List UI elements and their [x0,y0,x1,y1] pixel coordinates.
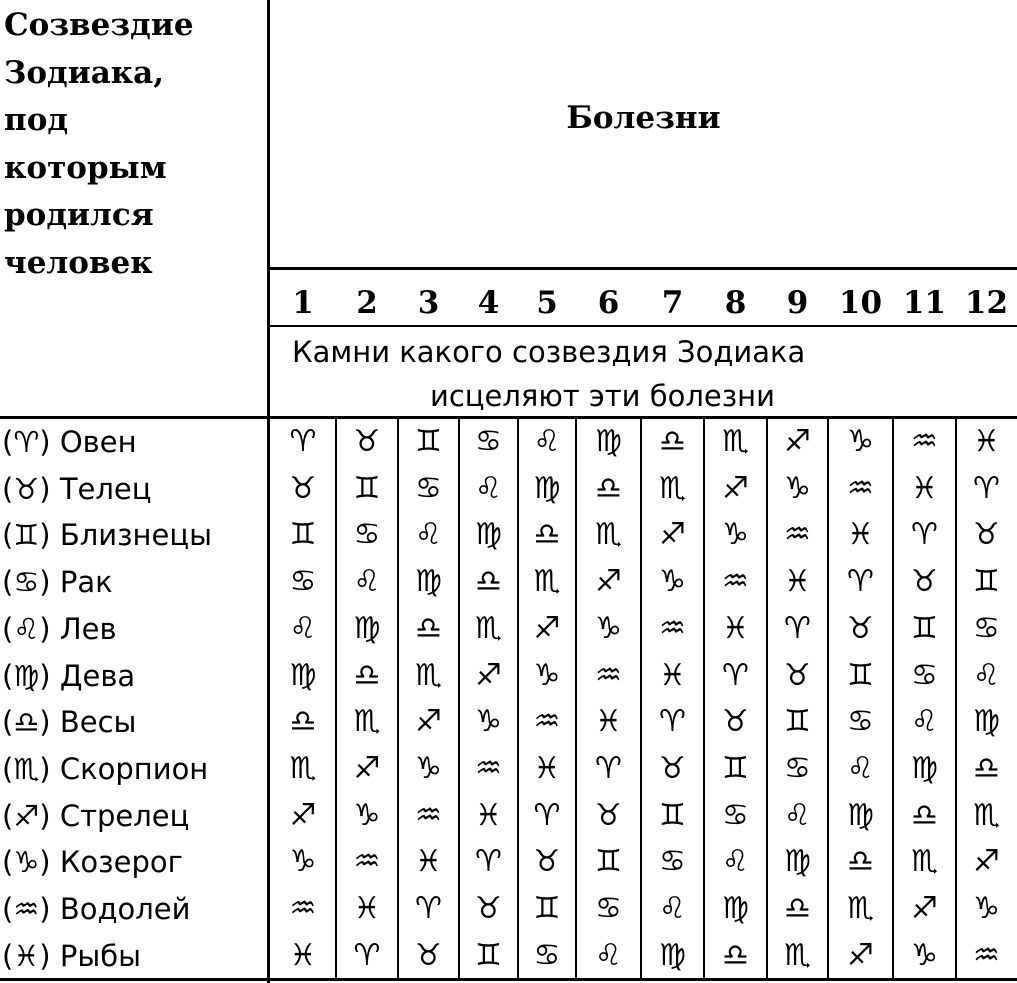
zodiac-symbol-cell: ♑ [847,424,874,459]
zodiac-symbol-cell: ♌ [973,657,1000,693]
zodiac-symbol-cell: ♊ [353,470,381,506]
zodiac-symbol-cell: ♋ [722,797,749,833]
disease-number: 7 [661,285,684,321]
zodiac-symbol-cell: ♈ [973,470,1000,506]
zodiac-symbol-cell: ♊ [784,704,811,740]
zodiac-symbol-cell: ♉ [533,844,561,880]
zodiac-symbol-cell: ♒ [847,470,874,506]
zodiac-symbol-cell: ♉ [784,657,811,693]
zodiac-symbol-cell: ♐ [533,610,561,646]
zodiac-symbol-cell: ♉ [595,797,622,833]
zodiac-symbol-cell: ♑ [353,797,381,833]
zodiac-symbol-cell: ♋ [911,657,938,693]
zodiac-symbol-cell: ♌ [659,891,686,926]
zodiac-symbol-cell: ♍ [353,610,381,646]
zodiac-row-label: (♊) Близнецы [2,518,212,553]
zodiac-row-label: (♓) Рыбы [2,938,142,973]
zodiac-symbol-cell: ♎ [353,657,381,693]
diseases-header: Болезни [566,100,721,136]
zodiac-symbol-cell: ♉ [973,517,1000,553]
zodiac-symbol-cell: ♌ [415,517,442,553]
divider-horizontal [0,416,1017,419]
zodiac-symbol-cell: ♊ [415,424,442,459]
zodiac-symbol-cell: ♌ [722,844,749,880]
zodiac-row-label: (♈) Овен [2,425,137,459]
zodiac-row-label: (♑) Козерог [2,845,183,880]
zodiac-row-label: (♋) Рак [2,565,113,600]
zodiac-symbol-cell: ♈ [659,704,686,740]
zodiac-symbol-cell: ♏ [533,564,561,600]
zodiac-symbol-cell: ♋ [847,704,874,740]
zodiac-symbol-cell: ♑ [973,891,1000,926]
disease-number: 6 [597,285,620,321]
zodiac-column-header [4,2,266,287]
zodiac-symbol-cell: ♈ [784,610,811,646]
zodiac-symbol-cell: ♏ [784,937,811,973]
zodiac-symbol-cell: ♏ [415,657,442,693]
zodiac-row-label: (♐) Стрелец [2,798,190,833]
zodiac-symbol-cell: ♑ [415,750,442,786]
zodiac-symbol-cell: ♒ [973,937,1000,973]
zodiac-symbol-cell: ♌ [595,937,622,973]
zodiac-symbol-cell: ♓ [722,610,749,646]
zodiac-symbol-cell: ♎ [784,891,811,926]
zodiac-symbol-cell: ♉ [911,564,938,600]
zodiac-symbol-cell: ♎ [533,517,561,553]
zodiac-symbol-cell: ♐ [595,564,622,600]
zodiac-symbol-cell: ♉ [722,704,749,740]
zodiac-symbol-cell: ♒ [659,610,686,646]
zodiac-symbol-cell: ♌ [533,424,561,459]
zodiac-symbol-cell: ♉ [659,750,686,786]
header-line: которым [4,149,167,186]
zodiac-symbol-cell: ♉ [415,937,442,973]
header-line: родился [4,197,154,233]
zodiac-symbol-cell: ♊ [911,610,938,646]
stones-caption-line1: Камни какого созвездия Зодиака [292,335,806,369]
zodiac-symbol-cell: ♍ [289,657,317,693]
zodiac-symbol-cell: ♌ [911,704,938,740]
zodiac-symbol-cell: ♉ [847,610,874,646]
divider-vertical [703,418,705,980]
zodiac-symbol-cell: ♋ [659,844,686,880]
zodiac-row-label: (♉) Телец [2,471,152,506]
zodiac-symbol-cell: ♊ [533,891,561,926]
zodiac-symbol-cell: ♐ [973,844,1000,880]
zodiac-symbol-cell: ♈ [595,750,622,786]
zodiac-symbol-cell: ♊ [595,844,622,880]
zodiac-symbol-cell: ♌ [353,564,381,600]
divider-vertical [397,418,399,980]
zodiac-symbol-cell: ♓ [475,797,502,833]
zodiac-symbol-cell: ♍ [722,891,749,926]
zodiac-row-label: (♌) Лев [2,611,117,646]
zodiac-symbol-cell: ♍ [659,937,686,973]
zodiac-symbol-cell: ♓ [911,470,938,506]
zodiac-symbol-cell: ♊ [659,797,686,833]
zodiac-symbol-cell: ♌ [475,470,502,506]
zodiac-symbol-cell: ♒ [784,517,811,553]
zodiac-symbol-cell: ♏ [475,610,502,646]
zodiac-symbol-cell: ♏ [973,797,1000,833]
zodiac-symbol-cell: ♓ [784,564,811,600]
zodiac-symbol-cell: ♓ [847,517,874,553]
disease-number: 12 [964,285,1009,321]
zodiac-symbol-cell: ♎ [847,844,874,880]
zodiac-symbol-cell: ♍ [973,704,1000,740]
divider-vertical [267,0,270,983]
zodiac-symbol-cell: ♐ [659,517,686,553]
disease-number: 4 [477,285,500,321]
zodiac-symbol-cell: ♋ [973,610,1000,646]
zodiac-symbol-cell: ♐ [289,797,317,833]
disease-number: 11 [902,285,947,321]
zodiac-symbol-cell: ♑ [595,610,622,646]
zodiac-symbol-cell: ♎ [475,564,502,600]
divider-vertical [766,418,768,980]
zodiac-symbol-cell: ♑ [533,657,561,693]
zodiac-symbol-cell: ♓ [415,844,442,880]
zodiac-symbol-cell: ♏ [659,470,686,506]
zodiac-symbol-cell: ♈ [911,517,938,553]
zodiac-symbol-cell: ♍ [911,750,938,786]
divider-vertical [827,418,829,980]
divider-horizontal [0,978,1017,981]
zodiac-symbol-cell: ♈ [847,564,874,600]
zodiac-symbol-cell: ♑ [911,937,938,973]
zodiac-symbol-cell: ♑ [659,564,686,600]
zodiac-symbol-cell: ♈ [533,797,561,833]
zodiac-symbol-cell: ♌ [784,797,811,833]
zodiac-symbol-cell: ♍ [595,424,622,459]
zodiac-symbol-cell: ♈ [289,424,317,459]
disease-number: 3 [417,285,440,321]
zodiac-symbol-cell: ♊ [475,937,502,973]
zodiac-symbol-cell: ♎ [659,424,686,459]
zodiac-symbol-cell: ♒ [533,704,561,740]
zodiac-symbol-cell: ♐ [911,891,938,926]
divider-vertical [458,418,460,980]
zodiac-symbol-cell: ♓ [353,891,381,926]
zodiac-symbol-cell: ♎ [973,750,1000,786]
zodiac-symbol-cell: ♊ [289,517,317,553]
zodiac-symbol-cell: ♈ [475,844,502,880]
zodiac-symbol-cell: ♑ [289,844,317,880]
zodiac-symbol-cell: ♉ [353,424,381,459]
zodiac-symbol-cell: ♎ [722,937,749,973]
zodiac-symbol-cell: ♓ [595,704,622,740]
disease-number: 2 [356,285,378,321]
zodiac-symbol-cell: ♋ [475,424,502,459]
header-line: Зодиака, [4,54,165,91]
zodiac-row-label: (♍) Дева [2,658,136,693]
disease-number: 8 [724,285,747,321]
header-line: под [4,102,69,138]
zodiac-symbol-cell: ♏ [595,517,622,553]
zodiac-symbol-cell: ♋ [289,564,317,600]
zodiac-symbol-cell: ♑ [784,470,811,506]
zodiac-symbol-cell: ♋ [353,517,381,553]
divider-vertical [892,418,894,980]
zodiac-symbol-cell: ♒ [595,657,622,693]
zodiac-symbol-cell: ♊ [973,564,1000,600]
divider-horizontal [268,267,1017,270]
header-line: человек [4,244,153,281]
divider-horizontal [268,325,1017,327]
zodiac-symbol-cell: ♉ [289,470,317,506]
zodiac-symbol-cell: ♑ [722,517,749,553]
zodiac-row-label: (♒) Водолей [2,892,191,926]
zodiac-symbol-cell: ♋ [595,891,622,926]
zodiac-symbol-cell: ♊ [847,657,874,693]
zodiac-symbol-cell: ♌ [289,610,317,646]
zodiac-symbol-cell: ♊ [722,750,749,786]
zodiac-symbol-cell: ♏ [847,891,874,926]
zodiac-symbol-cell: ♎ [911,797,938,833]
zodiac-symbol-cell: ♏ [911,844,938,880]
divider-vertical [335,418,337,980]
zodiac-symbol-cell: ♐ [415,704,442,740]
zodiac-symbol-cell: ♏ [353,704,381,740]
zodiac-symbol-cell: ♐ [475,657,502,693]
zodiac-symbol-cell: ♈ [353,937,381,973]
zodiac-symbol-cell: ♍ [847,797,874,833]
divider-vertical [955,418,957,980]
zodiac-symbol-cell: ♋ [415,470,442,506]
zodiac-symbol-cell: ♌ [847,750,874,786]
zodiac-symbol-cell: ♓ [659,657,686,693]
disease-number: 10 [838,285,883,321]
zodiac-symbol-cell: ♍ [784,844,811,880]
zodiac-symbol-cell: ♑ [475,704,502,740]
zodiac-symbol-cell: ♓ [533,750,561,786]
zodiac-symbol-cell: ♒ [722,564,749,600]
zodiac-symbol-cell: ♓ [289,937,317,973]
zodiac-symbol-cell: ♎ [415,610,442,646]
disease-number: 5 [536,285,558,321]
zodiac-symbol-cell: ♒ [475,750,502,786]
zodiac-row-label: (♎) Весы [2,705,137,740]
zodiac-symbol-cell: ♍ [415,564,442,600]
zodiac-symbol-cell: ♒ [911,424,938,459]
disease-number: 9 [786,285,809,321]
zodiac-symbol-cell: ♎ [595,470,622,506]
zodiac-symbol-cell: ♋ [533,937,561,973]
zodiac-symbol-cell: ♉ [475,891,502,926]
divider-vertical [575,418,577,980]
zodiac-symbol-cell: ♈ [415,891,442,926]
divider-vertical [517,418,519,980]
zodiac-symbol-cell: ♒ [289,891,317,926]
header-line: Созвездие [4,7,194,43]
zodiac-symbol-cell: ♐ [722,470,749,506]
zodiac-symbol-cell: ♈ [722,657,749,693]
zodiac-symbol-cell: ♏ [722,424,749,459]
zodiac-symbol-cell: ♐ [353,750,381,786]
zodiac-row-label: (♏) Скорпион [2,751,209,786]
zodiac-symbol-cell: ♒ [415,797,442,833]
zodiac-symbol-cell: ♐ [847,937,874,973]
divider-vertical [640,418,642,980]
disease-number: 1 [292,285,314,321]
zodiac-symbol-cell: ♋ [784,750,811,786]
zodiac-symbol-cell: ♍ [533,470,561,506]
zodiac-symbol-cell: ♓ [973,424,1000,459]
zodiac-symbol-cell: ♒ [353,844,381,880]
stones-caption-line2: исцеляют эти болезни [430,379,775,413]
zodiac-symbol-cell: ♍ [475,517,502,553]
zodiac-symbol-cell: ♐ [784,424,811,459]
zodiac-symbol-cell: ♏ [289,750,317,786]
zodiac-symbol-cell: ♎ [289,704,317,740]
